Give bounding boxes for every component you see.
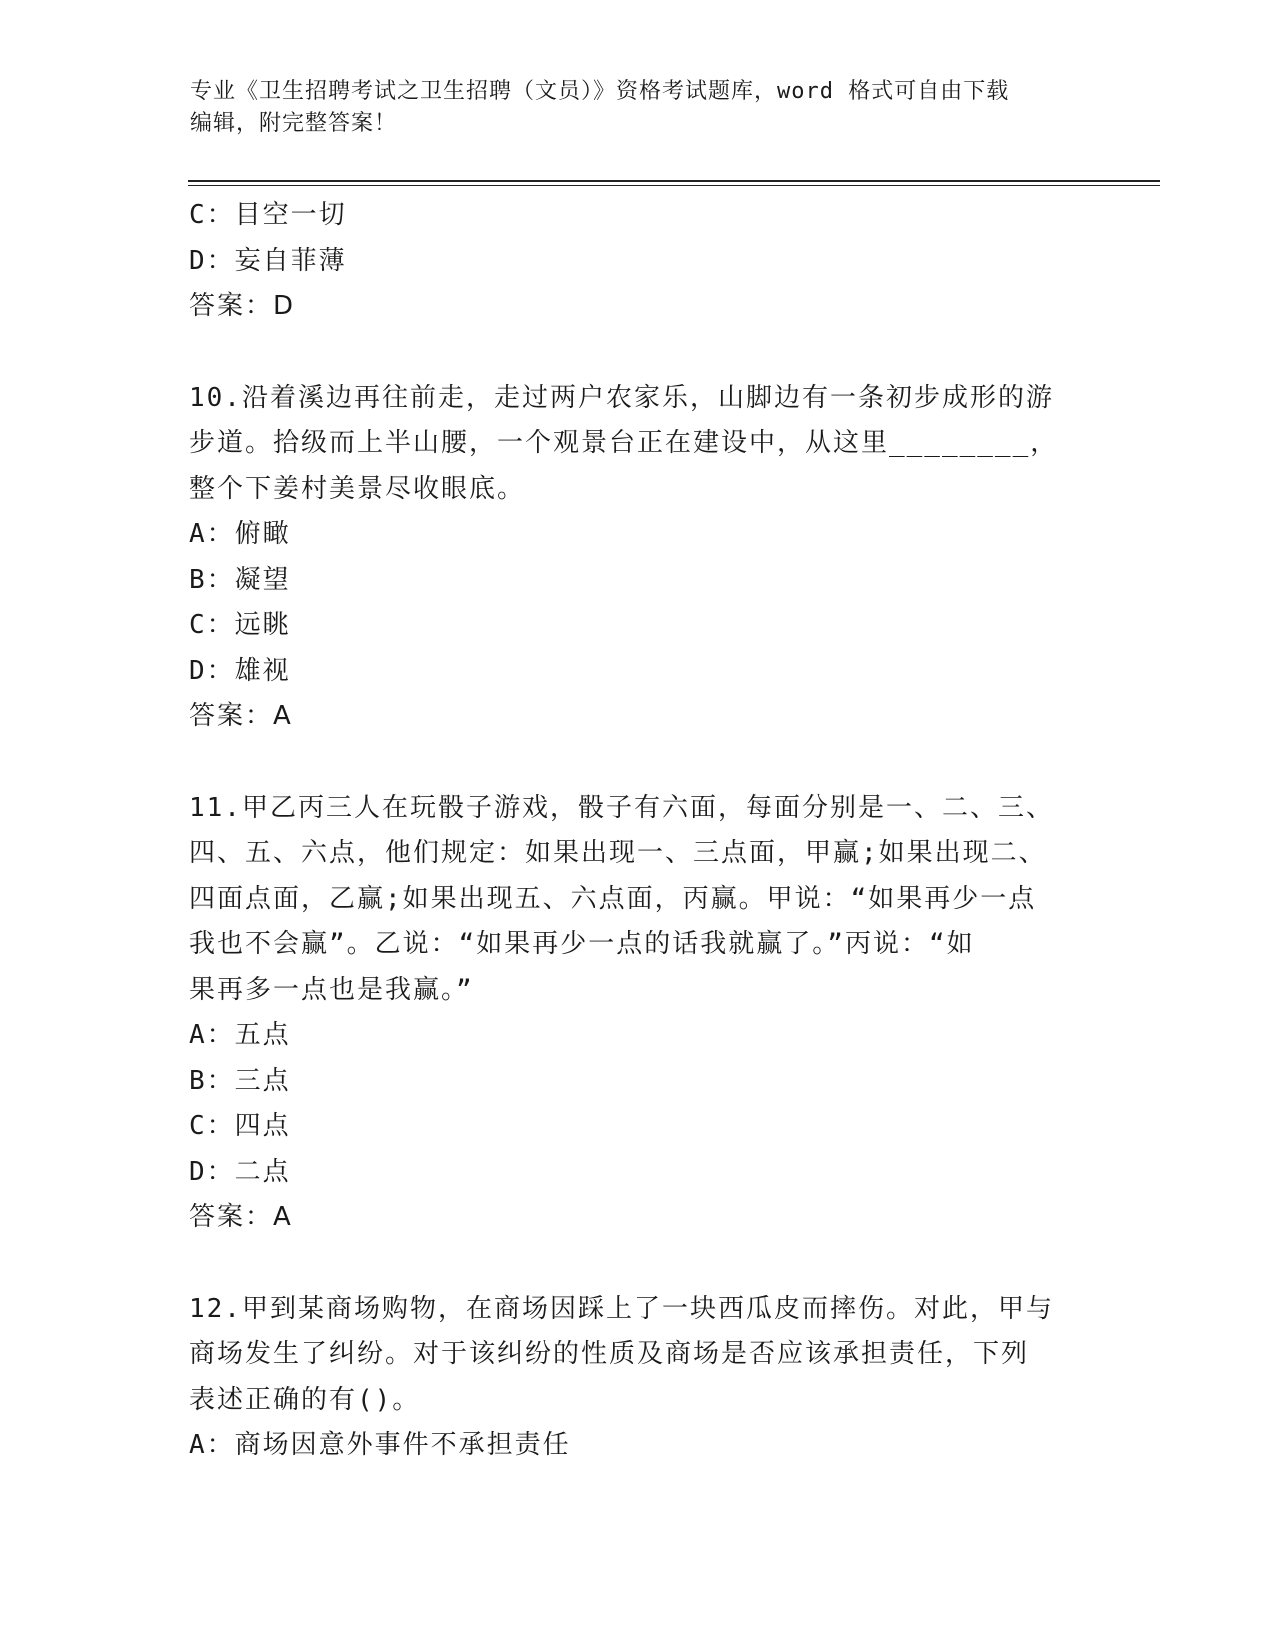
question-text-line: 四、五、六点，他们规定：如果出现一、三点面，甲赢;如果出现二、 bbox=[189, 838, 1047, 868]
option-c: C：远眺 bbox=[189, 610, 291, 640]
header-divider-thin bbox=[188, 185, 1160, 186]
question-9-tail bbox=[189, 193, 1089, 330]
option-a: A：俯瞰 bbox=[189, 519, 291, 549]
question-text-line: 步道。拾级而上半山腰，一个观景台正在建设中，从这里________， bbox=[189, 428, 1059, 458]
option-c: C：四点 bbox=[189, 1111, 291, 1141]
option-d: D：雄视 bbox=[189, 655, 291, 686]
question-text-line: 10.沿着溪边再往前走，走过两户农家乐，山脚边有一条初步成形的游 bbox=[189, 382, 1054, 413]
question-12 bbox=[189, 1287, 1089, 1469]
option-a: A：商场因意外事件不承担责任 bbox=[189, 1430, 571, 1460]
header-line-2: 编辑，附完整答案！ bbox=[190, 111, 398, 136]
document-header bbox=[190, 76, 1090, 140]
question-text-line: 表述正确的有()。 bbox=[189, 1384, 421, 1415]
question-text-line: 果再多一点也是我赢。” bbox=[189, 974, 474, 1005]
question-text-line: 四面点面，乙赢;如果出现五、六点面，丙赢。甲说：“如果再少一点 bbox=[189, 883, 1037, 914]
option-d: D：二点 bbox=[189, 1156, 291, 1187]
question-text-line: 我也不会赢”。乙说：“如果再少一点的话我就赢了。”丙说：“如 bbox=[189, 929, 975, 959]
spacer bbox=[189, 330, 1089, 376]
question-list bbox=[189, 193, 1089, 1469]
question-text-line: 12.甲到某商场购物，在商场因踩上了一块西瓜皮而摔伤。对此，甲与 bbox=[189, 1293, 1054, 1324]
spacer bbox=[189, 1241, 1089, 1287]
option-b: B：三点 bbox=[189, 1065, 291, 1096]
option-d: D：妄自菲薄 bbox=[189, 245, 347, 276]
question-text-line: 商场发生了纠纷。对于该纠纷的性质及商场是否应该承担责任，下列 bbox=[189, 1339, 1030, 1369]
option-a: A：五点 bbox=[189, 1020, 291, 1050]
question-text-line: 整个下姜村美景尽收眼底。 bbox=[189, 473, 526, 504]
option-c: C：目空一切 bbox=[189, 200, 347, 230]
answer-line: 答案：D bbox=[189, 291, 296, 321]
answer-line: 答案：A bbox=[189, 1202, 293, 1232]
question-11 bbox=[189, 786, 1089, 1241]
header-divider-thick bbox=[188, 180, 1160, 182]
header-line-1: 专业《卫生招聘考试之卫生招聘（文员）》资格考试题库，word 格式可自由下载 bbox=[190, 79, 1010, 104]
answer-line: 答案：A bbox=[189, 701, 293, 731]
option-b: B：凝望 bbox=[189, 564, 291, 595]
spacer bbox=[189, 740, 1089, 786]
question-10 bbox=[189, 376, 1089, 740]
question-text-line: 11.甲乙丙三人在玩骰子游戏，骰子有六面，每面分别是一、二、三、 bbox=[189, 792, 1054, 823]
